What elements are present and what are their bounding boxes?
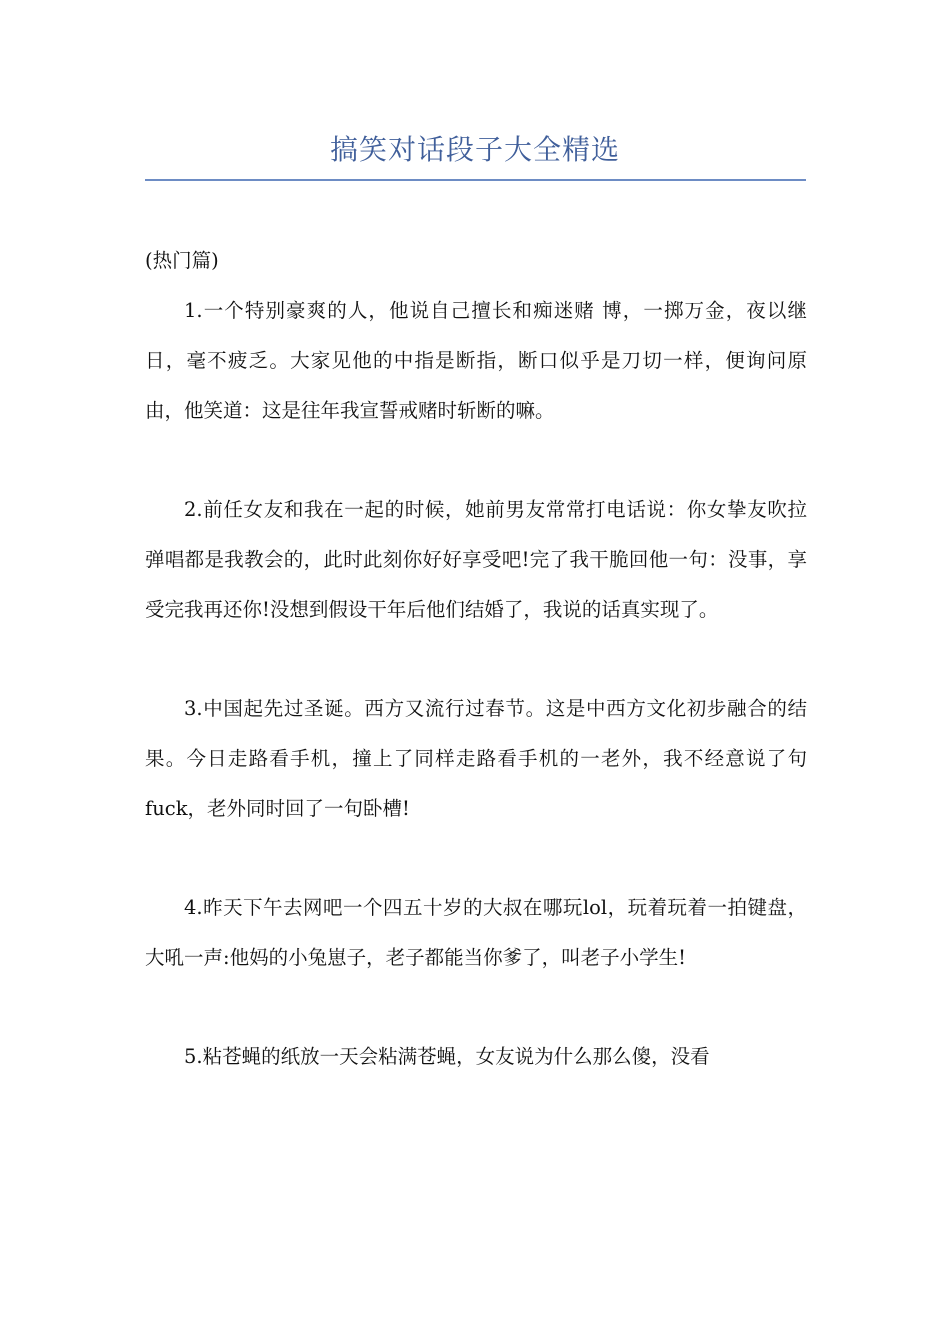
paragraph-spacer	[145, 983, 807, 1032]
section-label: (热门篇)	[145, 249, 219, 272]
paragraph-spacer	[145, 436, 807, 485]
paragraph-spacer	[145, 635, 807, 684]
paragraph-4: 4.昨天下午去网吧一个四五十岁的大叔在哪玩lol，玩着玩着一拍键盘，大吼一声:他妈的小兔崽子，老子都能当你爹了，叫老子小学生!	[145, 896, 807, 969]
paragraph-3: 3.中国起先过圣诞。西方又流行过春节。这是中西方文化初步融合的结果。今日走路看手机，撞上了同样走路看手机的一老外，我不经意说了句fuck，老外同时回了一句卧槽!	[145, 697, 807, 820]
document-title: 搞笑对话段子大全精选	[329, 133, 620, 166]
paragraph-1: 1.一个特别豪爽的人，他说自己擅长和痴迷赌 博，一掷万金，夜以继日，毫不疲乏。大家见他的中指是断指，断口似乎是刀切一样，便询问原由，他笑道：这是往年我宣誓戒赌时斩断的嘛。	[145, 299, 807, 422]
paragraph-5: 5.粘苍蝇的纸放一天会粘满苍蝇，女友说为什么那么傻，没看	[184, 1045, 710, 1068]
document-body	[145, 236, 807, 1082]
paragraph-spacer	[145, 834, 807, 883]
paragraph-2: 2.前任女友和我在一起的时候，她前男友常常打电话说：你女挚友吹拉弹唱都是我教会的，此时此刻你好好享受吧!完了我干脆回他一句：没事，享受完我再还你!没想到假设干年后他们结婚了，我说的话真实现了。	[145, 498, 807, 621]
title-underline	[145, 179, 806, 181]
